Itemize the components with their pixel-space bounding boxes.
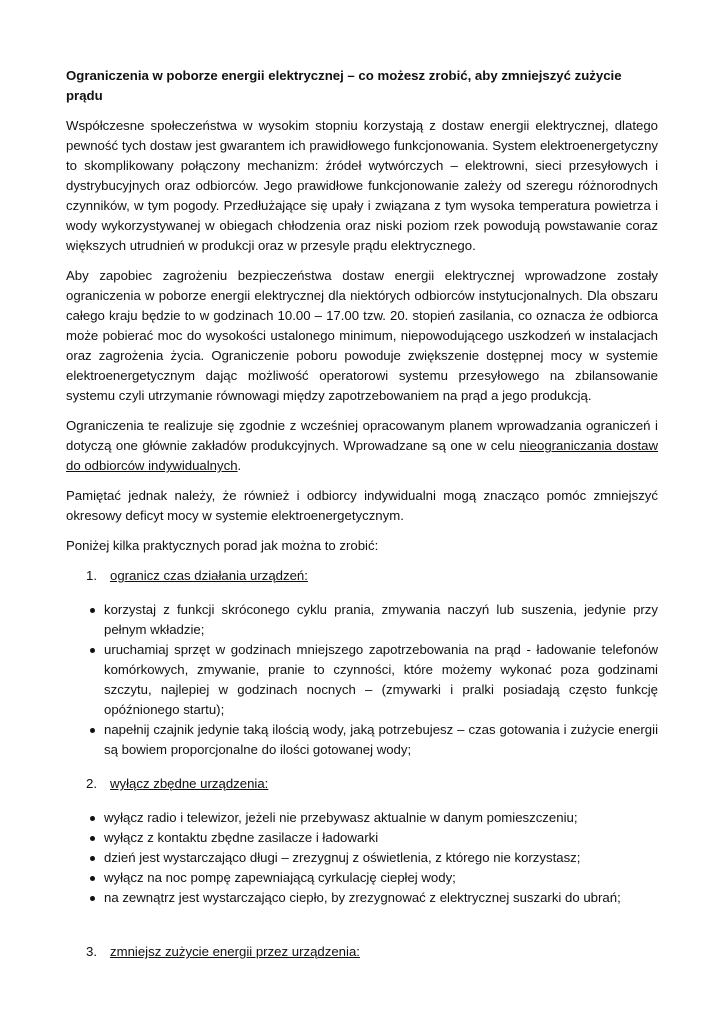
paragraph-intro: Współczesne społeczeństwa w wysokim stopniu korzystają z dostaw energii elektrycznej, dlatego pewność tych dostaw jest gwarantem ich prawidłowego funkcjonowania. System elektroenergetyczny to skomplikowany połączony mechanizm: źródeł wytwórczych – elektrowni, sieci przesyłowych i dystrybucyjnych oraz odbiorców. Jego prawidłowe funkcjonowanie zależy od szeregu różnorodnych czynników, w tym pogody. Przedłużające się upały i związana z tym wysoka temperatura powietrza i wody wykorzystywanej w obiegach chłodzenia oraz niski poziom rzek powodują powstawanie coraz większych utrudnień w produkcji oraz w przesyle prądu elektrycznego. [66, 118, 658, 253]
bullet-icon [90, 836, 95, 841]
list-item-text: napełnij czajnik jedynie taką ilością wody, jaką potrzebujesz – czas gotowania i zużycie energii są bowiem proporcjonalne do ilości gotowanej wody; [104, 722, 658, 757]
bullet-icon [90, 856, 95, 861]
paragraph-plan-end: . [237, 458, 242, 473]
list-item [66, 888, 658, 908]
list-item [66, 640, 658, 720]
section-number: 3. [86, 944, 97, 959]
list-item-text: wyłącz z kontaktu zbędne zasilacze i ładowarki [104, 830, 379, 845]
section-heading [66, 566, 658, 586]
bullet-icon [90, 608, 95, 613]
bullet-icon [90, 816, 95, 821]
paragraph-individual: Pamiętać jednak należy, że również i odbiorcy indywidualni mogą znacząco pomóc zmniejszyć okresowy deficyt mocy w systemie elektroenergetycznym. [66, 488, 658, 523]
list-item [66, 828, 658, 848]
tip-section-1 [66, 566, 658, 760]
list-item [66, 600, 658, 640]
section-number: 1. [86, 568, 97, 583]
list-item [66, 868, 658, 888]
bullet-icon [90, 876, 95, 881]
bullet-icon [90, 728, 95, 733]
paragraph-restrictions: Aby zapobiec zagrożeniu bezpieczeństwa dostaw energii elektrycznej wprowadzone zostały ograniczenia w poborze energii elektrycznej dla niektórych odbiorców instytucjonalnych. Dla obszaru całego kraju będzie to w godzinach 10.00 – 17.00 tzw. 20. stopień zasilania, co oznacza że odbiorca może pobierać moc do wysokości ustalonego minimum, niepowodującego uszkodzeń w instalacjach oraz zagrożenia życia. Ograniczenie poboru powoduje zwiększenie dostępnej mocy w systemie elektroenergetycznym dając możliwość operatorowi systemu przesyłowego na zbilansowanie systemu czyli utrzymanie równowagi między zapotrzebowaniem na prąd a jego produkcją. [66, 268, 658, 403]
section-number: 2. [86, 776, 97, 791]
bullet-icon [90, 896, 95, 901]
list-item-text: wyłącz radio i telewizor, jeżeli nie przebywasz aktualnie w danym pomieszczeniu; [104, 810, 578, 825]
tip-section-3 [66, 942, 658, 962]
paragraph-tips-intro: Poniżej kilka praktycznych porad jak można to zrobić: [66, 538, 379, 553]
paragraph-plan-text: Ograniczenia te realizuje się zgodnie z wcześniej opracowanym planem wprowadzania ograniczeń i dotyczą one głównie zakładów produkcyjnych. Wprowadzane są one w celu [66, 418, 658, 453]
bullet-list [66, 808, 658, 908]
bullet-list [66, 600, 658, 760]
tips-list [66, 566, 658, 962]
section-label: wyłącz zbędne urządzenia: [110, 776, 269, 791]
section-label: zmniejsz zużycie energii przez urządzenia: [110, 944, 360, 959]
section-heading [66, 942, 658, 962]
list-item-text: korzystaj z funkcji skróconego cyklu prania, zmywania naczyń lub suszenia, jedynie przy pełnym wkładzie; [104, 602, 658, 637]
section-label: ogranicz czas działania urządzeń: [110, 568, 308, 583]
underlined-phrase: nieograniczania dostaw do odbiorców indywidualnych [66, 438, 658, 473]
spacer [66, 922, 658, 942]
list-item-text: wyłącz na noc pompę zapewniającą cyrkulację ciepłej wody; [104, 870, 456, 885]
paragraph-plan [66, 416, 658, 476]
list-item [66, 808, 658, 828]
list-item-text: dzień jest wystarczająco długi – zrezygnuj z oświetlenia, z którego nie korzystasz; [104, 850, 581, 865]
document-content [66, 66, 658, 976]
list-item [66, 848, 658, 868]
list-item-text: na zewnątrz jest wystarczająco ciepło, by zrezygnować z elektrycznej suszarki do ubrań; [104, 890, 621, 905]
tip-section-2 [66, 774, 658, 942]
list-item-text: uruchamiaj sprzęt w godzinach mniejszego zapotrzebowania na prąd - ładowanie telefonów komórkowych, zmywanie, pranie to czynności, które możemy wykonać poza godzinami szczytu, najlepiej w godzinach nocnych – (zmywarki i pralki posiadają często funkcję opóźnionego startu); [104, 642, 658, 717]
section-heading [66, 774, 658, 794]
bullet-icon [90, 648, 95, 653]
list-item [66, 720, 658, 760]
document-title: Ograniczenia w poborze energii elektrycznej – co możesz zrobić, aby zmniejszyć zużycie prądu [66, 68, 622, 103]
